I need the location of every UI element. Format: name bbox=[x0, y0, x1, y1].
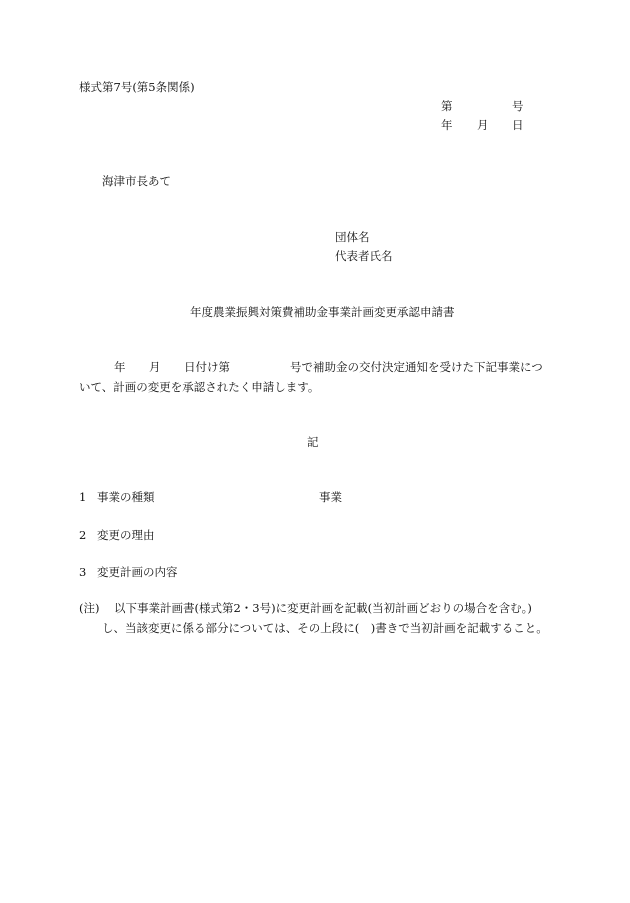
org-name-label: 団体名 bbox=[335, 230, 370, 244]
item-label-business-type: 事業の種類 bbox=[97, 490, 155, 504]
ki-heading: 記 bbox=[307, 435, 319, 449]
body-line2: いて、計画の変更を承認されたく申請します。 bbox=[79, 380, 320, 394]
doc-no-prefix: 第 bbox=[441, 99, 453, 113]
date-day: 日 bbox=[512, 118, 524, 132]
note-line1: 以下事業計画書(様式第2・3号)に変更計画を記載(当初計画どおりの場合を含む。) bbox=[114, 601, 532, 615]
body-line1-rest: 号で補助金の交付決定通知を受けた下記事業につ bbox=[290, 360, 543, 374]
note-line2: し、当該変更に係る部分については、その上段に( )書きで当初計画を記載すること。 bbox=[102, 621, 548, 635]
item-number: 3 bbox=[79, 565, 87, 579]
body-month: 月 bbox=[149, 360, 161, 374]
body-dated-prefix: 日付け第 bbox=[184, 360, 230, 374]
document-title: 年度農業振興対策費補助金事業計画変更承認申請書 bbox=[190, 305, 455, 319]
date-month: 月 bbox=[477, 118, 489, 132]
item-value-business: 事業 bbox=[319, 490, 342, 504]
addressee: 海津市長あて bbox=[102, 174, 171, 188]
item-label-change-reason: 変更の理由 bbox=[97, 528, 155, 542]
note-label: (注) bbox=[79, 601, 100, 615]
form-number: 様式第7号(第5条関係) bbox=[79, 80, 195, 94]
date-year: 年 bbox=[441, 118, 453, 132]
item-number: 1 bbox=[79, 490, 87, 504]
item-label-change-content: 変更計画の内容 bbox=[97, 565, 178, 579]
item-number: 2 bbox=[79, 528, 87, 542]
representative-label: 代表者氏名 bbox=[335, 249, 393, 263]
doc-no-suffix: 号 bbox=[512, 99, 524, 113]
body-year: 年 bbox=[114, 360, 126, 374]
